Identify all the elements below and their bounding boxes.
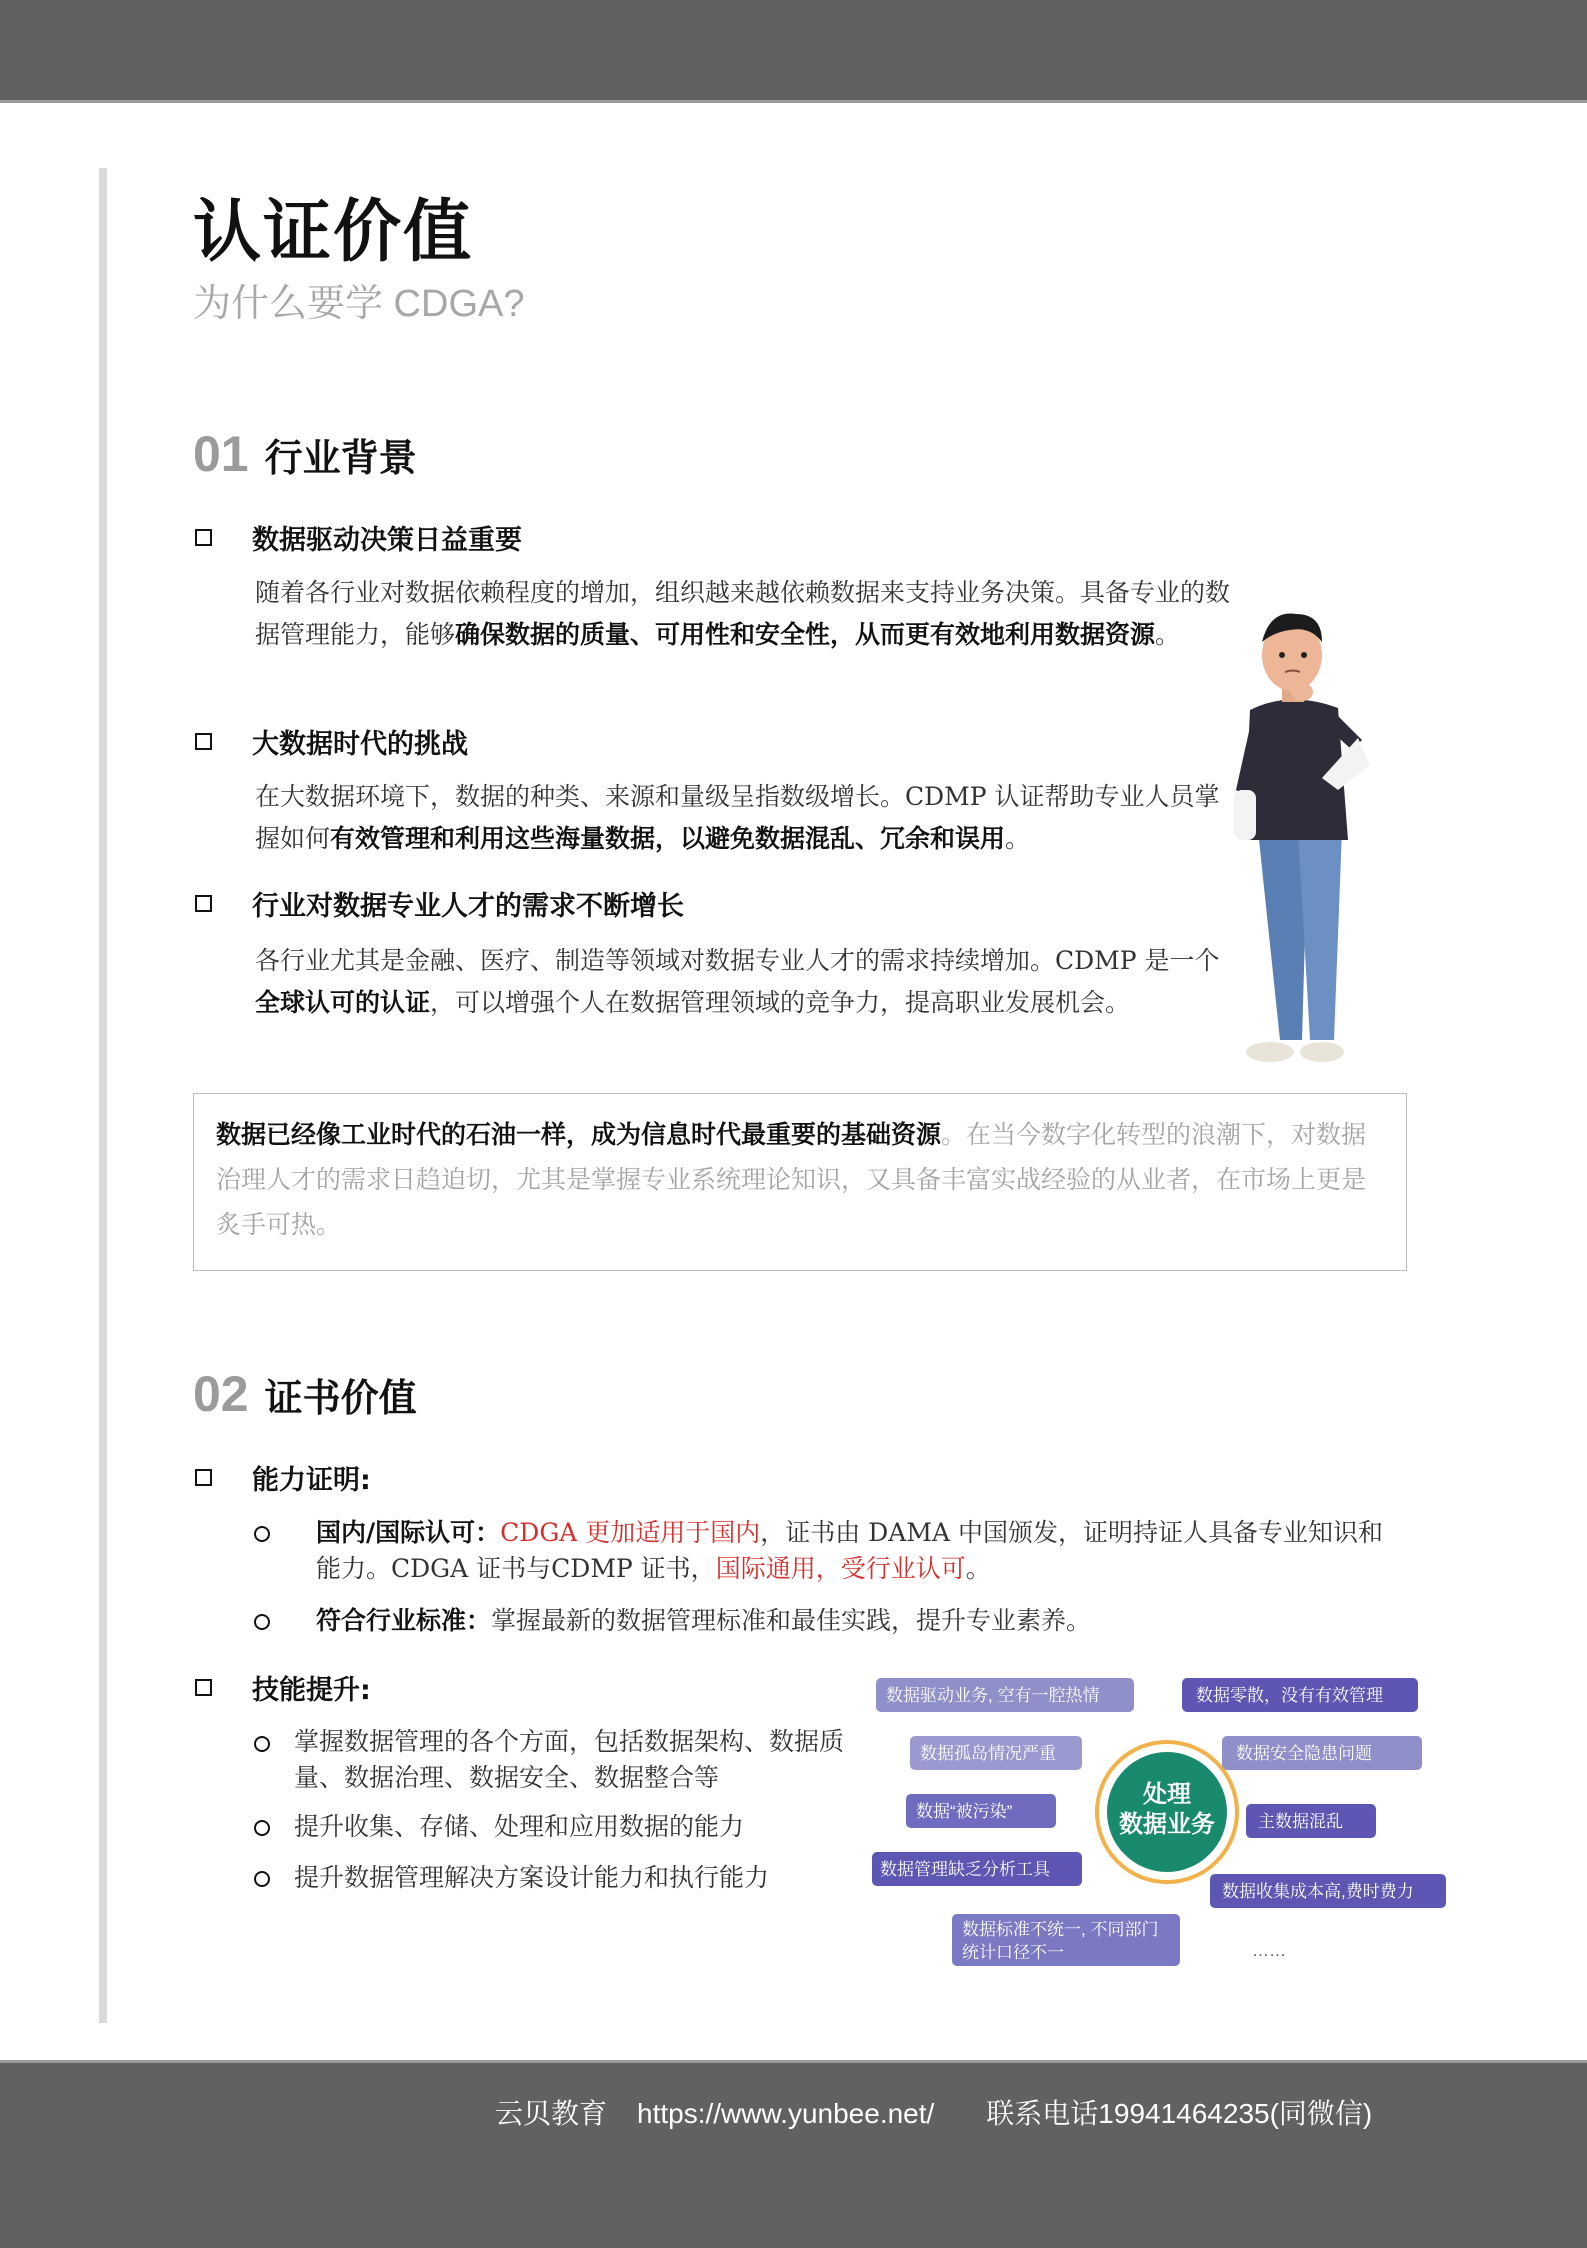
section-1-number: 01 (193, 426, 249, 482)
bottom-tag-text-1: 数据标准不统一, 不同部门 (962, 1920, 1159, 1939)
section-2-heading (193, 1365, 417, 1423)
quote-rest: 。在当今数字化转型的浪潮下，对数据治理人才的需求日趋迫切，尤其是掌握专业系统理论知识，又具备丰富实战经验的从业者，在市场上更是炙手可热。 (216, 1120, 1367, 1239)
footer-bar (0, 2060, 1587, 2248)
item-3-heading (195, 884, 684, 923)
checkbox-square-icon (195, 733, 212, 750)
center-text-1: 处理 (1143, 1781, 1191, 1808)
center-text-2: 数据业务 (1119, 1811, 1215, 1838)
ability-b1-red2: 国际通用，受行业认可 (715, 1554, 966, 1583)
footer-text (495, 2092, 1402, 2132)
left-tag-3-text: 数据“被污染” (916, 1802, 1013, 1821)
item-2-text: 在大数据环境下，数据的种类、来源和量级呈指数级增长。CDMP 认证帮助专业人员掌握如何 (255, 782, 1220, 853)
item-1-end: 。 (1155, 620, 1181, 649)
section-2-number: 02 (193, 1366, 249, 1422)
skills-bullet-2: 提升收集、存储、处理和应用数据的能力 (294, 1812, 745, 1841)
right-tag-2-text: 数据安全隐患问题 (1236, 1744, 1372, 1763)
item-1-bold: 确保数据的质量、可用性和安全性，从而更有效地利用数据资源 (455, 620, 1156, 649)
quote-bold: 数据已经像工业时代的石油一样，成为信息时代最重要的基础资源 (216, 1120, 942, 1149)
ellipsis-text: …… (1252, 1941, 1286, 1960)
footer-contact: 联系电话19941464235(同微信) (986, 2098, 1373, 2129)
side-rule (99, 168, 107, 2023)
page-subtitle: 为什么要学 CDGA? (193, 283, 525, 325)
ability-heading-text: 能力证明: (252, 1465, 371, 1496)
ability-b1-label: 国内/国际认可： (316, 1518, 501, 1547)
checkbox-square-icon (195, 895, 212, 912)
checkbox-square-icon (195, 1679, 212, 1696)
item-1-text: 随着各行业对数据依赖程度的增加，组织越来越依赖数据来支持业务决策。具备专业的数据管理能力，能够 (255, 578, 1231, 649)
circle-bullet-icon (254, 1736, 270, 1752)
thinking-person-illustration (1230, 600, 1390, 1070)
section-2-title: 证书价值 (264, 1376, 417, 1420)
item-3-paragraph (255, 940, 1235, 1024)
item-1-heading-text: 数据驱动决策日益重要 (252, 525, 522, 556)
item-2-bold: 有效管理和利用这些海量数据，以避免数据混乱、冗余和误用 (330, 824, 1006, 853)
ability-bullet-1 (316, 1515, 1396, 1587)
skills-bullet-1: 掌握数据管理的各个方面，包括数据架构、数据质量、数据治理、数据安全、数据整合等 (294, 1727, 845, 1792)
ability-b1-red1: CDGA 更加适用于国内 (500, 1518, 761, 1547)
ability-bullet-2 (316, 1603, 1396, 1639)
page-title: 认证价值 (193, 193, 474, 272)
right-tag-4-text: 数据收集成本高,费时费力 (1222, 1882, 1414, 1901)
top-banner (0, 0, 1587, 103)
item-3-heading-text: 行业对数据专业人才的需求不断增长 (252, 891, 684, 922)
skills-bullet-3: 提升数据管理解决方案设计能力和执行能力 (294, 1863, 770, 1892)
checkbox-square-icon (195, 1469, 212, 1486)
item-2-heading (195, 722, 468, 761)
data-problems-infographic (870, 1670, 1450, 1970)
footer-company: 云贝教育 (495, 2098, 608, 2129)
item-3-bold: 全球认可的认证 (255, 988, 431, 1017)
item-3-text: 各行业尤其是金融、医疗、制造等领域对数据专业人才的需求持续增加。CDMP 是一个 (255, 946, 1220, 975)
item-3-end: ，可以增强个人在数据管理领域的竞争力，提高职业发展机会。 (430, 988, 1131, 1017)
ability-b2-label: 符合行业标准： (316, 1606, 492, 1635)
item-2-heading-text: 大数据时代的挑战 (252, 729, 468, 760)
item-1-heading (195, 518, 522, 557)
item-2-end: 。 (1005, 824, 1031, 853)
left-tag-4-text: 数据管理缺乏分析工具 (880, 1860, 1050, 1879)
left-tag-1-text: 数据驱动业务, 空有一腔热情 (886, 1686, 1100, 1705)
circle-bullet-icon (254, 1820, 270, 1836)
circle-bullet-icon (254, 1526, 270, 1542)
section-1-heading (193, 425, 417, 483)
skills-heading-text: 技能提升: (252, 1675, 371, 1706)
ability-b1-end: 。 (965, 1554, 991, 1583)
item-2-paragraph (255, 776, 1235, 860)
circle-bullet-icon (254, 1614, 270, 1630)
footer-url[interactable]: https://www.yunbee.net/ (637, 2098, 935, 2129)
right-tag-1-text: 数据零散，没有有效管理 (1196, 1686, 1383, 1705)
quote-box (193, 1093, 1407, 1271)
right-tag-3-text: 主数据混乱 (1258, 1812, 1343, 1831)
item-1-paragraph (255, 572, 1235, 656)
bottom-tag-text-2: 统计口径不一 (962, 1943, 1064, 1962)
checkbox-square-icon (195, 529, 212, 546)
ability-b1-mid: ，证书由 DAMA 中国颁发，证明持证人具备专业知识和能力。CDGA 证书与CDMP 证书， (316, 1518, 1383, 1583)
circle-bullet-icon (254, 1871, 270, 1887)
skills-heading (195, 1668, 371, 1707)
left-tag-2-text: 数据孤岛情况严重 (920, 1744, 1056, 1763)
ability-heading (195, 1458, 371, 1497)
ability-b2-text: 掌握最新的数据管理标准和最佳实践，提升专业素养。 (491, 1606, 1092, 1635)
section-1-title: 行业背景 (264, 436, 417, 480)
